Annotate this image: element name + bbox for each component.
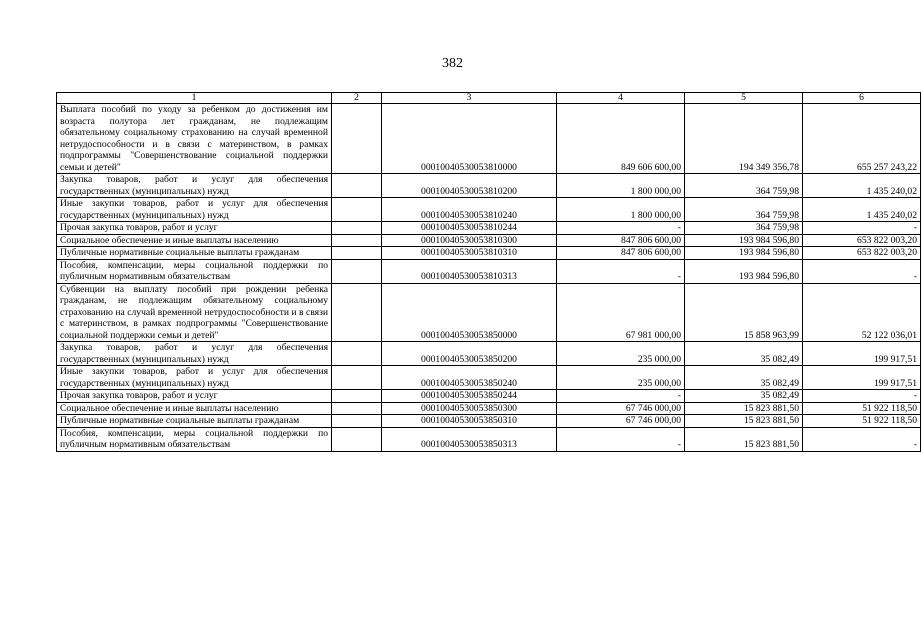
row-col6: 199 917,51 (803, 342, 921, 366)
row-col6: 1 435 240,02 (803, 198, 921, 222)
row-code: 00010040530053850310 (382, 415, 557, 428)
row-name: Выплата пособий по уходу за ребенком до достижения им возраста полутора лет гражданам, не подлежащим обязательному социальному страхованию на случай временной нетрудоспособности и в связи с материнством, в рамках подпрограммы "Совершенствование социальной поддержки семьи и детей" (57, 104, 332, 174)
row-col4: 849 606 600,00 (557, 104, 685, 174)
row-col5: 15 823 881,50 (685, 427, 803, 451)
row-name: Публичные нормативные социальные выплаты гражданам (57, 247, 332, 260)
row-code: 00010040530053810244 (382, 222, 557, 235)
row-col5: 15 823 881,50 (685, 402, 803, 415)
row-col2 (332, 247, 382, 260)
table-row (57, 366, 921, 390)
column-number: 1 (57, 93, 332, 104)
row-name: Иные закупки товаров, работ и услуг для обеспечения государственных (муниципальных) нужд (57, 366, 332, 390)
row-col2 (332, 427, 382, 451)
row-col4: - (557, 427, 685, 451)
row-col6: - (803, 222, 921, 235)
table-row (57, 342, 921, 366)
row-col4: 67 981 000,00 (557, 283, 685, 342)
row-col4: - (557, 259, 685, 283)
row-col2 (332, 415, 382, 428)
row-name: Иные закупки товаров, работ и услуг для обеспечения государственных (муниципальных) нужд (57, 198, 332, 222)
row-col2 (332, 222, 382, 235)
row-col5: 35 082,49 (685, 342, 803, 366)
row-col4: 235 000,00 (557, 342, 685, 366)
row-col6: 51 922 118,50 (803, 415, 921, 428)
table-row (57, 390, 921, 403)
table-row (57, 402, 921, 415)
table-row (57, 198, 921, 222)
row-col2 (332, 259, 382, 283)
row-code: 00010040530053810240 (382, 198, 557, 222)
row-col4: 847 806 600,00 (557, 234, 685, 247)
row-name: Публичные нормативные социальные выплаты гражданам (57, 415, 332, 428)
row-col4: - (557, 390, 685, 403)
row-col6: 52 122 036,01 (803, 283, 921, 342)
table-row (57, 427, 921, 451)
row-col5: 364 759,98 (685, 222, 803, 235)
budget-table (56, 92, 921, 452)
row-code: 00010040530053850240 (382, 366, 557, 390)
row-col5: 15 823 881,50 (685, 415, 803, 428)
row-col2 (332, 283, 382, 342)
row-col4: 67 746 000,00 (557, 415, 685, 428)
row-code: 00010040530053810310 (382, 247, 557, 260)
row-code: 00010040530053850300 (382, 402, 557, 415)
row-code: 00010040530053810000 (382, 104, 557, 174)
row-code: 00010040530053850200 (382, 342, 557, 366)
row-code: 00010040530053810300 (382, 234, 557, 247)
row-code: 00010040530053850313 (382, 427, 557, 451)
row-col5: 193 984 596,80 (685, 259, 803, 283)
column-number: 3 (382, 93, 557, 104)
row-name: Пособия, компенсации, меры социальной поддержки по публичным нормативным обязательствам (57, 427, 332, 451)
row-col4: 1 800 000,00 (557, 198, 685, 222)
row-name: Пособия, компенсации, меры социальной поддержки по публичным нормативным обязательствам (57, 259, 332, 283)
row-col5: 194 349 356,78 (685, 104, 803, 174)
column-number: 4 (557, 93, 685, 104)
row-name: Субвенции на выплату пособий при рождении ребенка гражданам, не подлежащим обязательному социальному страхованию на случай временной нетрудоспособности и в связи с материнством, в рамках подпрограммы "Совершенствование социальной поддержки семьи и детей" (57, 283, 332, 342)
row-col5: 193 984 596,80 (685, 234, 803, 247)
row-col5: 15 858 963,99 (685, 283, 803, 342)
row-code: 00010040530053810313 (382, 259, 557, 283)
row-col6: 655 257 243,22 (803, 104, 921, 174)
row-col6: 653 822 003,20 (803, 234, 921, 247)
table-row (57, 104, 921, 174)
row-name: Социальное обеспечение и иные выплаты населению (57, 234, 332, 247)
row-col2 (332, 366, 382, 390)
row-name: Закупка товаров, работ и услуг для обеспечения государственных (муниципальных) нужд (57, 174, 332, 198)
row-col6: 51 922 118,50 (803, 402, 921, 415)
row-col6: - (803, 390, 921, 403)
row-name: Закупка товаров, работ и услуг для обеспечения государственных (муниципальных) нужд (57, 342, 332, 366)
table-row (57, 247, 921, 260)
column-number: 2 (332, 93, 382, 104)
table-row (57, 222, 921, 235)
row-col2 (332, 342, 382, 366)
row-col5: 35 082,49 (685, 366, 803, 390)
row-col4: 67 746 000,00 (557, 402, 685, 415)
row-col2 (332, 104, 382, 174)
row-col4: 235 000,00 (557, 366, 685, 390)
row-col4: - (557, 222, 685, 235)
row-col2 (332, 390, 382, 403)
row-col4: 847 806 600,00 (557, 247, 685, 260)
row-name: Прочая закупка товаров, работ и услуг (57, 222, 332, 235)
table-row (57, 259, 921, 283)
row-col2 (332, 174, 382, 198)
row-col6: 1 435 240,02 (803, 174, 921, 198)
column-number: 5 (685, 93, 803, 104)
table-row (57, 415, 921, 428)
row-col6: - (803, 427, 921, 451)
table-row (57, 234, 921, 247)
table-row (57, 174, 921, 198)
row-col5: 193 984 596,80 (685, 247, 803, 260)
row-code: 00010040530053850000 (382, 283, 557, 342)
row-name: Прочая закупка товаров, работ и услуг (57, 390, 332, 403)
row-col2 (332, 234, 382, 247)
page-number: 382 (442, 56, 463, 71)
row-col2 (332, 198, 382, 222)
row-col6: 199 917,51 (803, 366, 921, 390)
row-name: Социальное обеспечение и иные выплаты населению (57, 402, 332, 415)
row-col2 (332, 402, 382, 415)
row-col5: 364 759,98 (685, 174, 803, 198)
table-row (57, 283, 921, 342)
row-col6: - (803, 259, 921, 283)
row-code: 00010040530053810200 (382, 174, 557, 198)
row-col4: 1 800 000,00 (557, 174, 685, 198)
row-col5: 35 082,49 (685, 390, 803, 403)
column-number-row (57, 93, 921, 104)
column-number: 6 (803, 93, 921, 104)
row-code: 00010040530053850244 (382, 390, 557, 403)
row-col5: 364 759,98 (685, 198, 803, 222)
row-col6: 653 822 003,20 (803, 247, 921, 260)
